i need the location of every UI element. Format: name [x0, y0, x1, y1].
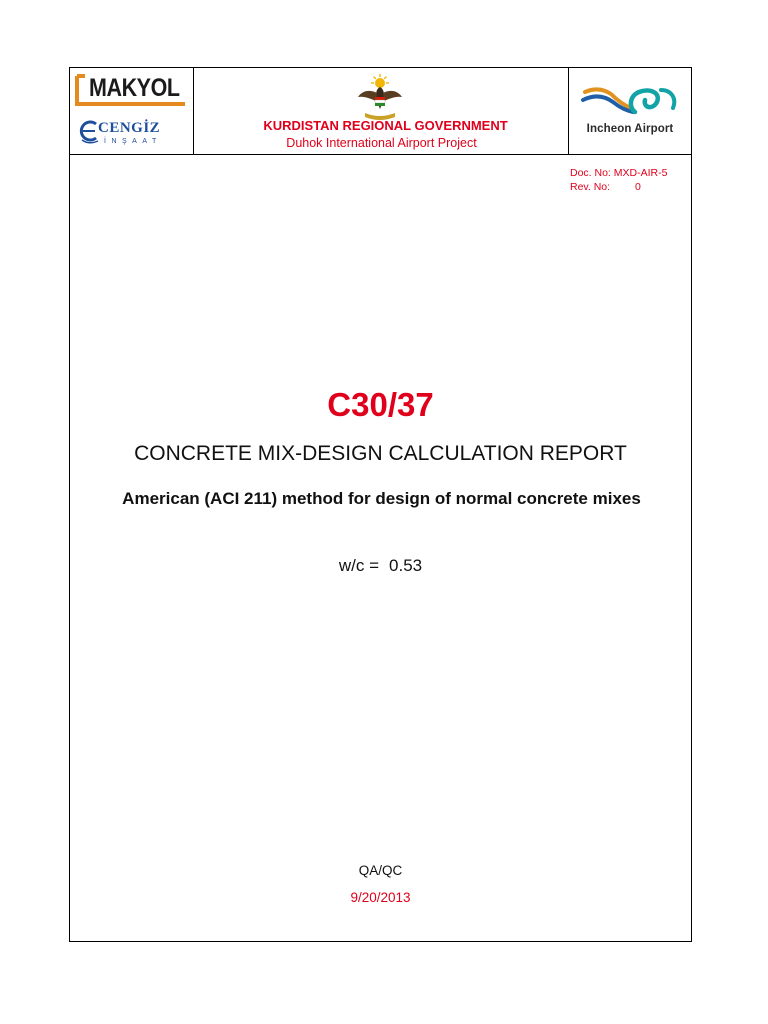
- document-header: [70, 68, 691, 155]
- concrete-grade: C30/37: [327, 386, 434, 423]
- water-cement-ratio: [70, 556, 691, 576]
- revision-label: Rev. No:: [570, 181, 611, 193]
- doc-number-label: Doc. No:: [570, 167, 611, 179]
- project-name: Duhok International Airport Project: [286, 136, 477, 150]
- report-date: 9/20/2013: [350, 890, 411, 905]
- cengiz-logo: [78, 116, 190, 148]
- revision-row: [570, 180, 667, 194]
- client-logo-cell: [568, 68, 691, 154]
- wc-value: 0.53: [389, 556, 423, 575]
- doc-number-row: [570, 166, 667, 180]
- cengiz-swirl-icon: [78, 116, 100, 146]
- makyol-logo: [75, 74, 187, 106]
- incheon-airport-logo: [577, 82, 683, 120]
- contractor-logos-cell: [70, 68, 194, 154]
- government-name: KURDISTAN REGIONAL GOVERNMENT: [263, 118, 508, 133]
- incheon-airport-wordmark: Incheon Airport: [586, 123, 674, 135]
- method-description: American (ACI 211) method for design of normal concrete mixes: [122, 489, 641, 508]
- report-title: CONCRETE MIX-DESIGN CALCULATION REPORT: [134, 442, 627, 465]
- department: QA/QC: [358, 863, 403, 878]
- document-frame: [69, 67, 692, 942]
- revision-value: 0: [635, 181, 641, 193]
- cengiz-subtitle: İNŞAAT: [104, 138, 162, 145]
- wc-label: w/c =: [338, 556, 380, 575]
- document-metadata: [570, 166, 667, 194]
- government-cell: [194, 68, 569, 154]
- cengiz-wordmark: CENGİZ: [98, 120, 161, 136]
- doc-number-value: MXD-AIR-5: [613, 167, 668, 179]
- krg-emblem-icon: [355, 73, 405, 121]
- makyol-wordmark: MAKYOL: [89, 74, 180, 102]
